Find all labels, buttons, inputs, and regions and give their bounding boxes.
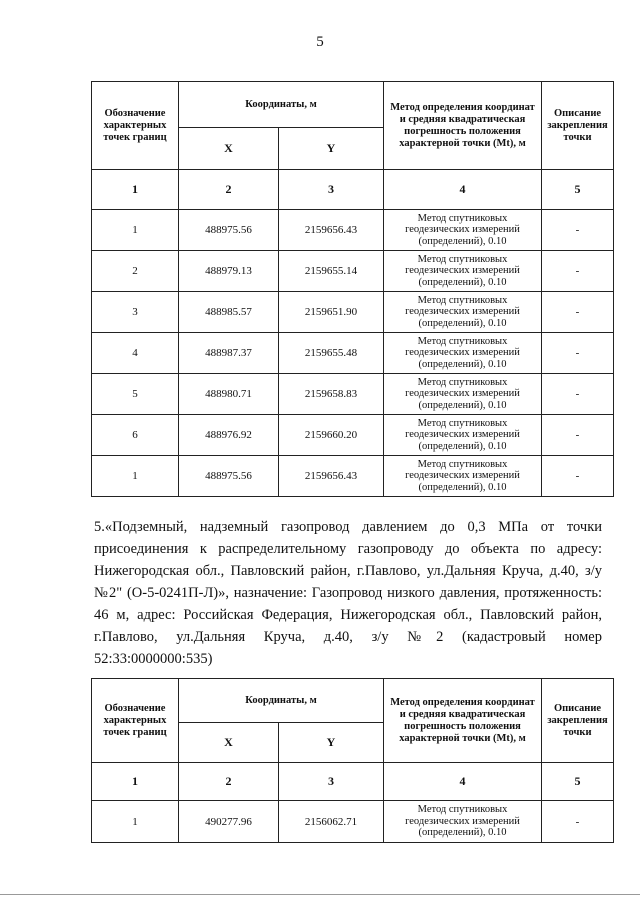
page-number: 5: [316, 34, 324, 50]
point-number: 1: [92, 801, 179, 843]
point-number: 4: [92, 333, 179, 374]
header-x: X: [179, 723, 279, 763]
description-value: -: [542, 333, 614, 374]
header-description: Описание закрепления точки: [542, 679, 614, 763]
header-description: Описание закрепления точки: [542, 82, 614, 170]
table-row: [92, 374, 614, 415]
header-y: Y: [279, 723, 384, 763]
col-number-5: 5: [542, 763, 614, 801]
method-value: Метод спутниковых геодезических измерений (определений), 0.10: [384, 292, 542, 333]
description-value: -: [542, 415, 614, 456]
col-number-4: 4: [384, 763, 542, 801]
header-method: Метод определения координат и средняя квадратическая погрешность положения характерной точки (Mt), м: [384, 82, 542, 170]
method-value: Метод спутниковых геодезических измерений (определений), 0.10: [384, 801, 542, 843]
col-number-2: 2: [179, 170, 279, 210]
x-value: 488975.56: [179, 210, 279, 251]
col-number-2: 2: [179, 763, 279, 801]
method-value: Метод спутниковых геодезических измерений (определений), 0.10: [384, 210, 542, 251]
y-value: 2159656.43: [279, 456, 384, 497]
x-value: 488976.92: [179, 415, 279, 456]
col-number-5: 5: [542, 170, 614, 210]
header-method: Метод определения координат и средняя квадратическая погрешность положения характерной точки (Mt), м: [384, 679, 542, 763]
y-value: 2159660.20: [279, 415, 384, 456]
x-value: 488985.57: [179, 292, 279, 333]
bottom-divider: [0, 894, 640, 895]
header-designation: Обозначение характерных точек границ: [92, 82, 179, 170]
point-number: 3: [92, 292, 179, 333]
method-value: Метод спутниковых геодезических измерений (определений), 0.10: [384, 374, 542, 415]
description-value: -: [542, 374, 614, 415]
table-row: [92, 415, 614, 456]
table-row: [92, 801, 614, 843]
table-row: [92, 456, 614, 497]
x-value: 490277.96: [179, 801, 279, 843]
description-value: -: [542, 210, 614, 251]
method-value: Метод спутниковых геодезических измерений (определений), 0.10: [384, 456, 542, 497]
object-description-paragraph: 5.«Подземный, надземный газопровод давлением до 0,3 МПа от точки присоединения к распределительному газопроводу до объекта по адресу: Нижегородская обл., Павловский район, г.Павлово, ул.Дальняя Круча, д.40, з/у №2" (О-5-0241П-Л)», назначение: Газопровод низкого давления, протяженность: 46 м, адрес: Российская Федерация, Нижегородская обл., Павловский район, г.Павлово, ул.Дальняя Круча, д.40, з/у №2 (кадастровый номер 52:33:0000000:535): [94, 519, 602, 667]
description-value: -: [542, 292, 614, 333]
point-number: 5: [92, 374, 179, 415]
table-row: [92, 251, 614, 292]
y-value: 2159655.48: [279, 333, 384, 374]
col-number-3: 3: [279, 170, 384, 210]
coordinates-table-2: [91, 678, 614, 843]
method-value: Метод спутниковых геодезических измерений (определений), 0.10: [384, 333, 542, 374]
point-number: 2: [92, 251, 179, 292]
table-row: [92, 292, 614, 333]
description-value: -: [542, 456, 614, 497]
x-value: 488980.71: [179, 374, 279, 415]
y-value: 2159658.83: [279, 374, 384, 415]
header-y: Y: [279, 128, 384, 170]
description-value: -: [542, 801, 614, 843]
x-value: 488975.56: [179, 456, 279, 497]
header-coordinates: Координаты, м: [179, 679, 384, 723]
y-value: 2159655.14: [279, 251, 384, 292]
table-row: [92, 210, 614, 251]
y-value: 2159656.43: [279, 210, 384, 251]
header-x: X: [179, 128, 279, 170]
point-number: 1: [92, 456, 179, 497]
method-value: Метод спутниковых геодезических измерений (определений), 0.10: [384, 251, 542, 292]
point-number: 1: [92, 210, 179, 251]
coordinates-table-1: [91, 81, 614, 497]
method-value: Метод спутниковых геодезических измерений (определений), 0.10: [384, 415, 542, 456]
description-value: -: [542, 251, 614, 292]
col-number-1: 1: [92, 170, 179, 210]
column-number-row: [92, 763, 614, 801]
column-number-row: [92, 170, 614, 210]
x-value: 488979.13: [179, 251, 279, 292]
x-value: 488987.37: [179, 333, 279, 374]
header-coordinates: Координаты, м: [179, 82, 384, 128]
header-designation: Обозначение характерных точек границ: [92, 679, 179, 763]
y-value: 2156062.71: [279, 801, 384, 843]
y-value: 2159651.90: [279, 292, 384, 333]
col-number-1: 1: [92, 763, 179, 801]
col-number-3: 3: [279, 763, 384, 801]
table-row: [92, 333, 614, 374]
point-number: 6: [92, 415, 179, 456]
col-number-4: 4: [384, 170, 542, 210]
